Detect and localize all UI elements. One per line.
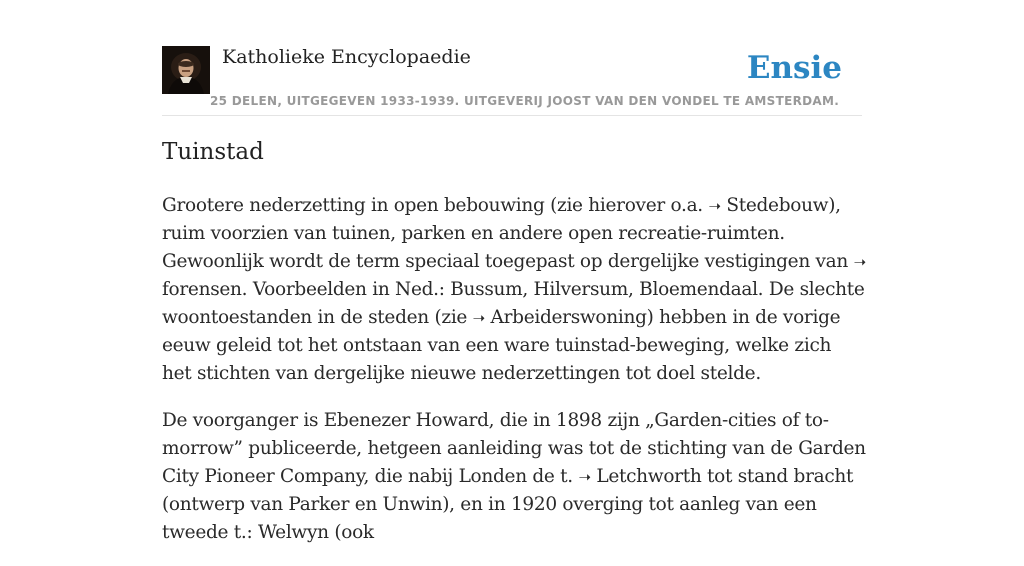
source-subtitle: 25 DELEN, UITGEGEVEN 1933-1939. UITGEVERIJ JOOST VAN DEN VONDEL TE AMSTERDAM. <box>210 94 840 108</box>
article-body <box>162 192 866 566</box>
paragraph-text: ), ruim voorzien van tuinen, parken en andere open recreatie-ruimten. Gewoonlijk wordt de term speciaal toegepast op dergelijke vestigingen van <box>162 195 854 272</box>
paragraph-text: ) hebben in de vorige eeuw geleid tot het ontstaan van een ware tuinstad-beweging, welke zich het stichten van dergelijke nieuwe nederzettingen tot doel stelde. <box>162 307 841 384</box>
paragraph-text: tot stand bracht (ontwerp van Parker en Unwin), en in 1920 overging tot aanleg van een tweede t.: Welwyn (ook <box>162 466 854 543</box>
source-title[interactable]: Katholieke Encyclopaedie <box>222 46 471 68</box>
source-avatar[interactable] <box>162 46 210 94</box>
ensie-logo-link[interactable]: Ensie <box>746 50 842 86</box>
arrow-right-icon: ➝ <box>578 468 591 486</box>
crossref-link-letchworth[interactable] <box>578 466 701 487</box>
paragraph-text: . Voorbeelden in Ned.: Bussum, Hilversum, Bloemendaal. De slechte woontoestanden in de steden (zie <box>162 279 865 328</box>
arrow-right-icon: ➝ <box>472 309 485 327</box>
crossref-link-stedebouw[interactable] <box>708 195 828 216</box>
paragraph-text: Grootere nederzetting in open bebouwing (zie hierover o.a. <box>162 195 709 216</box>
arrow-right-icon: ➝ <box>708 197 721 215</box>
crossref-label: Letchworth <box>596 466 702 487</box>
source-header <box>162 44 862 116</box>
portrait-icon <box>162 46 210 94</box>
arrow-right-icon: ➝ <box>853 253 866 271</box>
article-paragraph <box>162 192 866 388</box>
crossref-label: Arbeiderswoning <box>490 307 647 328</box>
article-paragraph <box>162 407 866 547</box>
paragraph-text: De voorganger is Ebenezer Howard, die in 1898 zijn „Garden-cities of to-morrow” publiceerde, hetgeen aanleiding was tot de stichting van de Garden City Pioneer Company, die nabij Londen de t. <box>162 410 866 487</box>
crossref-link-arbeiderswoning[interactable] <box>473 307 647 328</box>
crossref-label: Stedebouw <box>726 195 829 216</box>
article-title: Tuinstad <box>162 139 264 165</box>
crossref-label: forensen <box>162 279 242 300</box>
